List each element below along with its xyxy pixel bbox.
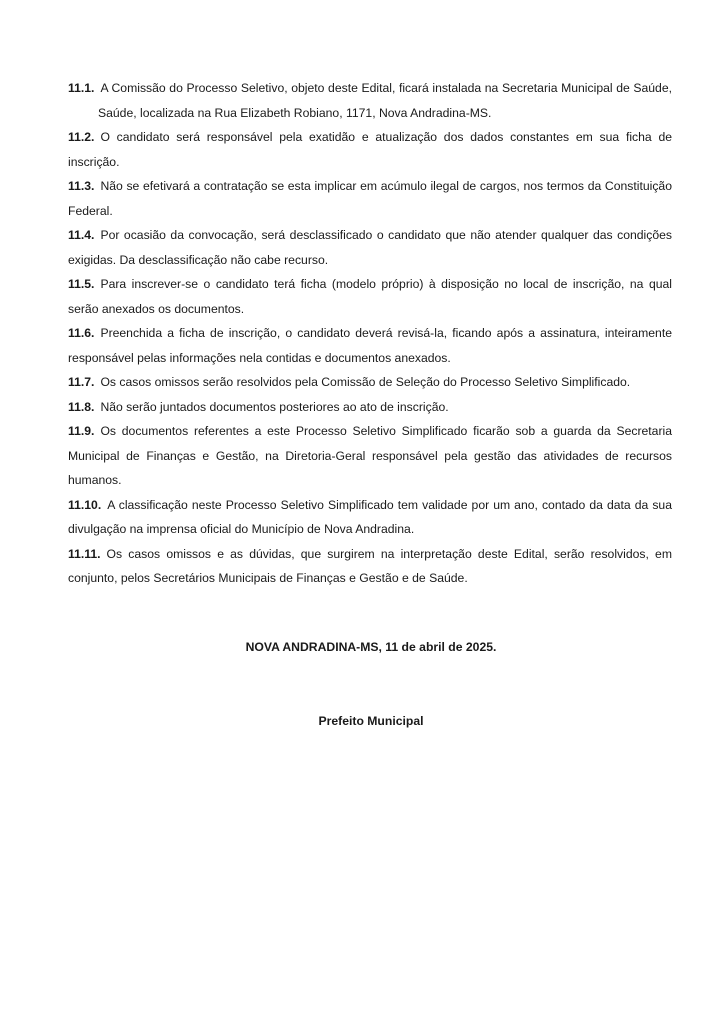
- clause-11-3: [68, 174, 672, 223]
- clause-number: 11.5.: [68, 277, 95, 291]
- clause-number: 11.9.: [68, 424, 95, 438]
- clause-number: 11.8.: [68, 399, 95, 414]
- clause-text: Os casos omissos serão resolvidos pela Comissão de Seleção do Processo Seletivo Simplificado.: [100, 375, 631, 389]
- clause-11-10: [68, 493, 672, 542]
- clause-number: 11.11.: [68, 546, 101, 561]
- clause-text: Para inscrever-se o candidato terá ficha (modelo próprio) à disposição no local de inscrição, na qual serão anexados os documentos.: [68, 277, 672, 316]
- clause-text: A Comissão do Processo Seletivo, objeto deste Edital, ficará instalada na Secretaria Municipal de Saúde, Saúde, localizada na Rua Elizabeth Robiano, 1171, Nova Andradina-MS.: [98, 81, 672, 120]
- clause-11-2: [68, 125, 672, 174]
- place-and-date: NOVA ANDRADINA-MS, 11 de abril de 2025.: [245, 640, 497, 654]
- clause-text: Não serão juntados documentos posteriores ao ato de inscrição.: [100, 399, 449, 414]
- clause-11-9: [68, 419, 672, 493]
- clause-number: 11.10.: [68, 497, 102, 512]
- clause-text: Por ocasião da convocação, será desclassificado o candidato que não atender qualquer das condições exigidas. Da desclassificação não cabe recurso.: [68, 228, 672, 267]
- signature-title: Prefeito Municipal: [318, 714, 424, 728]
- clause-text: O candidato será responsável pela exatidão e atualização dos dados constantes em sua ficha de inscrição.: [68, 130, 672, 169]
- clause-text: Não se efetivará a contratação se esta implicar em acúmulo ilegal de cargos, nos termos da Constituição Federal.: [68, 179, 672, 218]
- clause-text: A classificação neste Processo Seletivo Simplificado tem validade por um ano, contado da data da sua divulgação na imprensa oficial do Município de Nova Andradina.: [68, 497, 672, 536]
- clause-11-7: [68, 370, 672, 395]
- clause-11-1: [68, 76, 672, 125]
- document-body: [68, 76, 672, 591]
- clause-number: 11.3.: [68, 179, 95, 193]
- clause-11-5: [68, 272, 672, 321]
- clause-text: Os casos omissos e as dúvidas, que surgirem na interpretação deste Edital, serão resolvidos, em conjunto, pelos Secretários Municipais de Finanças e Gestão e de Saúde.: [68, 546, 672, 585]
- clause-11-6: [68, 321, 672, 370]
- clause-number: 11.7.: [68, 375, 95, 389]
- clause-text: Preenchida a ficha de inscrição, o candidato deverá revisá-la, ficando após a assinatura, inteiramente responsável pelas informações nela contidas e documentos anexados.: [68, 326, 672, 365]
- clause-number: 11.6.: [68, 326, 95, 340]
- clause-number: 11.1.: [68, 81, 95, 95]
- clause-number: 11.2.: [68, 130, 95, 144]
- clause-11-8: [68, 395, 672, 420]
- clause-text: Os documentos referentes a este Processo Seletivo Simplificado ficarão sob a guarda da Secretaria Municipal de Finanças e Gestão, na Diretoria-Geral responsável pela gestão das atividades de recursos humanos.: [68, 424, 672, 487]
- clause-11-4: [68, 223, 672, 272]
- clause-number: 11.4.: [68, 228, 95, 242]
- clause-11-11: [68, 542, 672, 591]
